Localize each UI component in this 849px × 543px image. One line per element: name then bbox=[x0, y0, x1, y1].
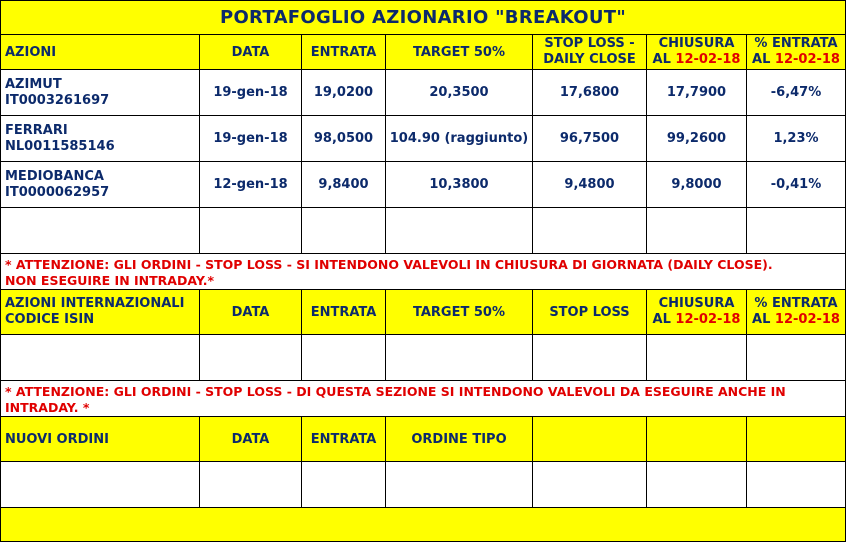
table-row-name bbox=[0, 116, 200, 162]
header-stop-loss bbox=[533, 35, 647, 70]
header-stop-label: STOP LOSS bbox=[549, 304, 630, 320]
empty-cell bbox=[386, 462, 533, 508]
cell-stop-value: 96,7500 bbox=[559, 131, 620, 146]
header-entrata-pct-date: 12-02-18 bbox=[774, 312, 840, 327]
cell-entrata bbox=[302, 116, 386, 162]
header-chiusura-prefix: AL bbox=[652, 52, 671, 67]
header-entrata-pct-line1: % ENTRATA bbox=[754, 296, 838, 311]
cell-data bbox=[200, 162, 302, 208]
header-chiusura-line2 bbox=[653, 312, 741, 328]
empty-cell bbox=[533, 335, 647, 381]
header-chiusura bbox=[647, 290, 747, 335]
cell-stop bbox=[533, 116, 647, 162]
header-chiusura-date: 12-02-18 bbox=[675, 312, 741, 327]
header-entrata bbox=[302, 290, 386, 335]
header-data bbox=[200, 290, 302, 335]
empty-cell bbox=[533, 462, 647, 508]
header-data-label: DATA bbox=[231, 431, 270, 447]
cell-stop bbox=[533, 162, 647, 208]
header-nuovi-ordini bbox=[0, 417, 200, 462]
header-stop-loss bbox=[533, 290, 647, 335]
stock-name: MEDIOBANCA bbox=[5, 168, 104, 184]
empty-cell bbox=[647, 462, 747, 508]
header-entrata-pct-prefix: AL bbox=[752, 312, 771, 327]
header-chiusura bbox=[647, 35, 747, 70]
header-azioni-internazionali bbox=[0, 290, 200, 335]
empty-cell bbox=[0, 462, 200, 508]
sheet-title-text: PORTAFOGLIO AZIONARIO "BREAKOUT" bbox=[219, 7, 627, 28]
header-chiusura-prefix: AL bbox=[652, 312, 671, 327]
cell-data bbox=[200, 116, 302, 162]
empty-cell bbox=[747, 208, 846, 254]
cell-chiusura-value: 17,7900 bbox=[666, 85, 727, 100]
header-entrata-pct bbox=[747, 290, 846, 335]
header-intl-line1: AZIONI INTERNAZIONALI bbox=[5, 296, 185, 311]
header-entrata-label: ENTRATA bbox=[310, 304, 377, 320]
cell-stop bbox=[533, 70, 647, 116]
empty-cell bbox=[386, 208, 533, 254]
empty-cell bbox=[302, 462, 386, 508]
warning-line1: * ATTENZIONE: GLI ORDINI - STOP LOSS - SI INTENDONO VALEVOLI IN CHIUSURA DI GIORNATA (DAILY CLOSE). bbox=[5, 257, 773, 272]
header-chiusura-line1: CHIUSURA bbox=[658, 296, 735, 311]
warning-line1: * ATTENZIONE: GLI ORDINI - STOP LOSS - DI QUESTA SEZIONE SI INTENDONO VALEVOLI DA ESEGUIRE ANCHE IN bbox=[5, 384, 786, 399]
cell-entrata bbox=[302, 162, 386, 208]
cell-data bbox=[200, 70, 302, 116]
warning-line2: INTRADAY. * bbox=[5, 400, 90, 415]
stock-name: FERRARI bbox=[5, 122, 68, 138]
header-target bbox=[386, 290, 533, 335]
sheet-title bbox=[0, 0, 846, 35]
header-nuovi-label: NUOVI ORDINI bbox=[5, 431, 109, 447]
header-chiusura-date: 12-02-18 bbox=[675, 52, 741, 67]
warning-line2: NON ESEGUIRE IN INTRADAY.* bbox=[5, 273, 215, 288]
empty-cell bbox=[647, 335, 747, 381]
header-chiusura-line1: CHIUSURA bbox=[658, 36, 735, 51]
header-entrata bbox=[302, 35, 386, 70]
cell-entrata bbox=[302, 70, 386, 116]
empty-cell bbox=[200, 462, 302, 508]
cell-target bbox=[386, 70, 533, 116]
empty-header-cell bbox=[533, 417, 647, 462]
empty-cell bbox=[200, 335, 302, 381]
cell-target-value: 104.90 (raggiunto) bbox=[389, 131, 529, 146]
empty-cell bbox=[747, 462, 846, 508]
header-data-label: DATA bbox=[231, 304, 270, 320]
header-target bbox=[386, 35, 533, 70]
header-data bbox=[200, 35, 302, 70]
header-entrata-pct-line1: % ENTRATA bbox=[754, 36, 838, 51]
header-chiusura-line2 bbox=[653, 52, 741, 68]
stock-isin: IT0000062957 bbox=[5, 184, 110, 200]
empty-cell bbox=[200, 208, 302, 254]
empty-cell bbox=[647, 208, 747, 254]
header-entrata-pct-date: 12-02-18 bbox=[774, 52, 840, 67]
empty-cell bbox=[302, 335, 386, 381]
cell-chiusura bbox=[647, 162, 747, 208]
header-entrata-label: ENTRATA bbox=[310, 431, 377, 447]
header-stop-line1: STOP LOSS - bbox=[544, 36, 635, 51]
header-target-label: TARGET 50% bbox=[413, 304, 505, 320]
cell-pct-value: -0,41% bbox=[770, 177, 822, 192]
empty-cell bbox=[302, 208, 386, 254]
header-target-label: TARGET 50% bbox=[413, 44, 505, 60]
cell-target-value: 20,3500 bbox=[429, 85, 489, 100]
table-row-name bbox=[0, 162, 200, 208]
header-entrata-pct-prefix: AL bbox=[752, 52, 771, 67]
header-stop-line2: DAILY CLOSE bbox=[543, 52, 636, 67]
header-entrata-pct-line2 bbox=[752, 52, 840, 68]
cell-data-value: 19-gen-18 bbox=[213, 85, 288, 100]
empty-header-cell bbox=[747, 417, 846, 462]
header-entrata-pct-line2 bbox=[752, 312, 840, 328]
header-data-label: DATA bbox=[231, 44, 270, 60]
cell-data-value: 19-gen-18 bbox=[213, 131, 288, 146]
cell-chiusura bbox=[647, 70, 747, 116]
cell-data-value: 12-gen-18 bbox=[213, 177, 288, 192]
cell-pct bbox=[747, 70, 846, 116]
empty-cell bbox=[533, 208, 647, 254]
empty-cell bbox=[0, 208, 200, 254]
header-ordine-tipo bbox=[386, 417, 533, 462]
header-entrata-label: ENTRATA bbox=[310, 44, 377, 60]
empty-header-cell bbox=[647, 417, 747, 462]
cell-chiusura-value: 99,2600 bbox=[666, 131, 727, 146]
stock-isin: IT0003261697 bbox=[5, 92, 110, 108]
cell-pct bbox=[747, 162, 846, 208]
table-row-name bbox=[0, 70, 200, 116]
cell-pct-value: 1,23% bbox=[773, 131, 819, 146]
cell-chiusura bbox=[647, 116, 747, 162]
cell-stop-value: 17,6800 bbox=[559, 85, 620, 100]
header-entrata bbox=[302, 417, 386, 462]
warning-intraday bbox=[0, 381, 846, 417]
footer-band bbox=[0, 508, 846, 542]
cell-target-value: 10,3800 bbox=[429, 177, 489, 192]
empty-cell bbox=[0, 335, 200, 381]
empty-cell bbox=[386, 335, 533, 381]
cell-pct bbox=[747, 116, 846, 162]
cell-pct-value: -6,47% bbox=[770, 85, 822, 100]
header-intl-line2: CODICE ISIN bbox=[5, 312, 95, 327]
empty-cell bbox=[747, 335, 846, 381]
header-azioni-label: AZIONI bbox=[5, 44, 57, 60]
cell-entrata-value: 9,8400 bbox=[318, 177, 369, 192]
warning-daily-close bbox=[0, 254, 846, 290]
stock-isin: NL0011585146 bbox=[5, 138, 115, 154]
cell-entrata-value: 98,0500 bbox=[313, 131, 374, 146]
header-data bbox=[200, 417, 302, 462]
cell-stop-value: 9,4800 bbox=[564, 177, 615, 192]
cell-chiusura-value: 9,8000 bbox=[671, 177, 722, 192]
cell-target bbox=[386, 116, 533, 162]
header-azioni bbox=[0, 35, 200, 70]
header-entrata-pct bbox=[747, 35, 846, 70]
stock-name: AZIMUT bbox=[5, 76, 62, 92]
header-ordine-label: ORDINE TIPO bbox=[411, 431, 507, 447]
cell-target bbox=[386, 162, 533, 208]
cell-entrata-value: 19,0200 bbox=[313, 85, 374, 100]
